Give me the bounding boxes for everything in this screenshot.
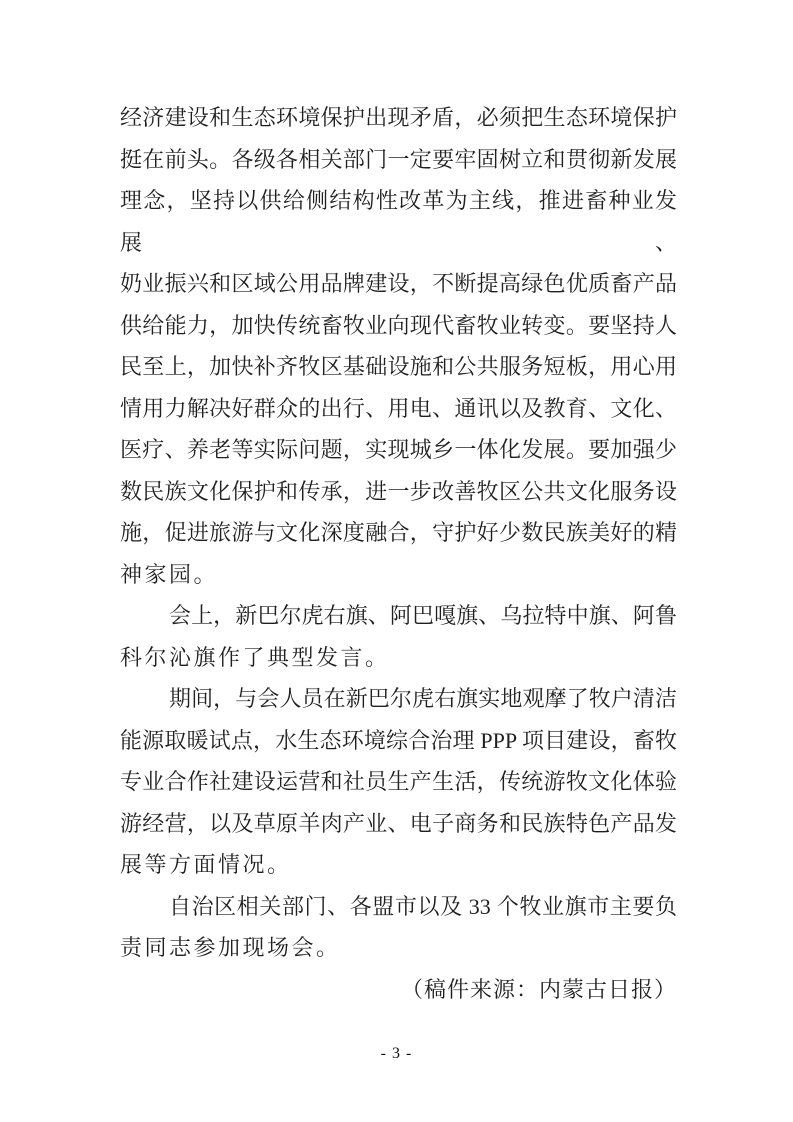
text-line: 医疗、养老等实际问题，实现城乡一体化发展。要加强少 bbox=[120, 437, 677, 462]
paragraph-source bbox=[120, 969, 677, 1011]
text-line: 奶业振兴和区域公用品牌建设，不断提高绿色优质畜产品 bbox=[120, 271, 677, 296]
text-line: 能源取暖试点，水生态环境综合治理 PPP 项目建设，畜牧 bbox=[120, 727, 677, 753]
source-attribution-line: （稿件来源：内蒙古日报） bbox=[400, 976, 677, 1002]
paragraph bbox=[120, 97, 677, 595]
text-line: 会上，新巴尔虎右旗、阿巴嘎旗、乌拉特中旗、阿鲁 bbox=[169, 603, 677, 628]
text-line: 期间，与会人员在新巴尔虎右旗实地观摩了牧户清洁 bbox=[169, 686, 677, 711]
text-line: 理念，坚持以供给侧结构性改革为主线，推进畜种业发展、 bbox=[120, 188, 677, 255]
text-line: 科尔沁旗作了典型发言。 bbox=[120, 644, 390, 670]
text-line: 自治区相关部门、各盟市以及 33 个牧业旗市主要负 bbox=[169, 893, 677, 919]
page-number: - 3 - bbox=[380, 1045, 413, 1062]
paragraph bbox=[120, 595, 677, 678]
paragraph bbox=[120, 886, 677, 969]
text-line: 数民族文化保护和传承，进一步改善牧区公共文化服务设 bbox=[120, 478, 677, 504]
paragraph bbox=[120, 678, 677, 886]
text-line: 游经营，以及草原羊肉产业、电子商务和民族特色产品发 bbox=[120, 810, 677, 836]
text-line: 情用力解决好群众的出行、用电、通讯以及教育、文化、 bbox=[120, 395, 677, 421]
text-line: 专业合作社建设运营和社员生产生活，传统游牧文化体验 bbox=[120, 769, 677, 794]
text-line: 民至上，加快补齐牧区基础设施和公共服务短板，用心用 bbox=[120, 354, 677, 379]
text-line: 供给能力，加快传统畜牧业向现代畜牧业转变。要坚持人 bbox=[120, 312, 677, 338]
text-line: 神家园。 bbox=[120, 561, 219, 587]
text-line: 经济建设和生态环境保护出现矛盾，必须把生态环境保护 bbox=[120, 105, 677, 130]
document-body bbox=[120, 97, 677, 1010]
text-line: 挺在前头。各级各相关部门一定要牢固树立和贯彻新发展 bbox=[120, 146, 677, 172]
text-line: 展等方面情况。 bbox=[120, 852, 292, 877]
page-footer bbox=[0, 1044, 793, 1064]
text-line: 责同志参加现场会。 bbox=[120, 935, 341, 960]
text-line: 施，促进旅游与文化深度融合，守护好少数民族美好的精 bbox=[120, 520, 677, 545]
